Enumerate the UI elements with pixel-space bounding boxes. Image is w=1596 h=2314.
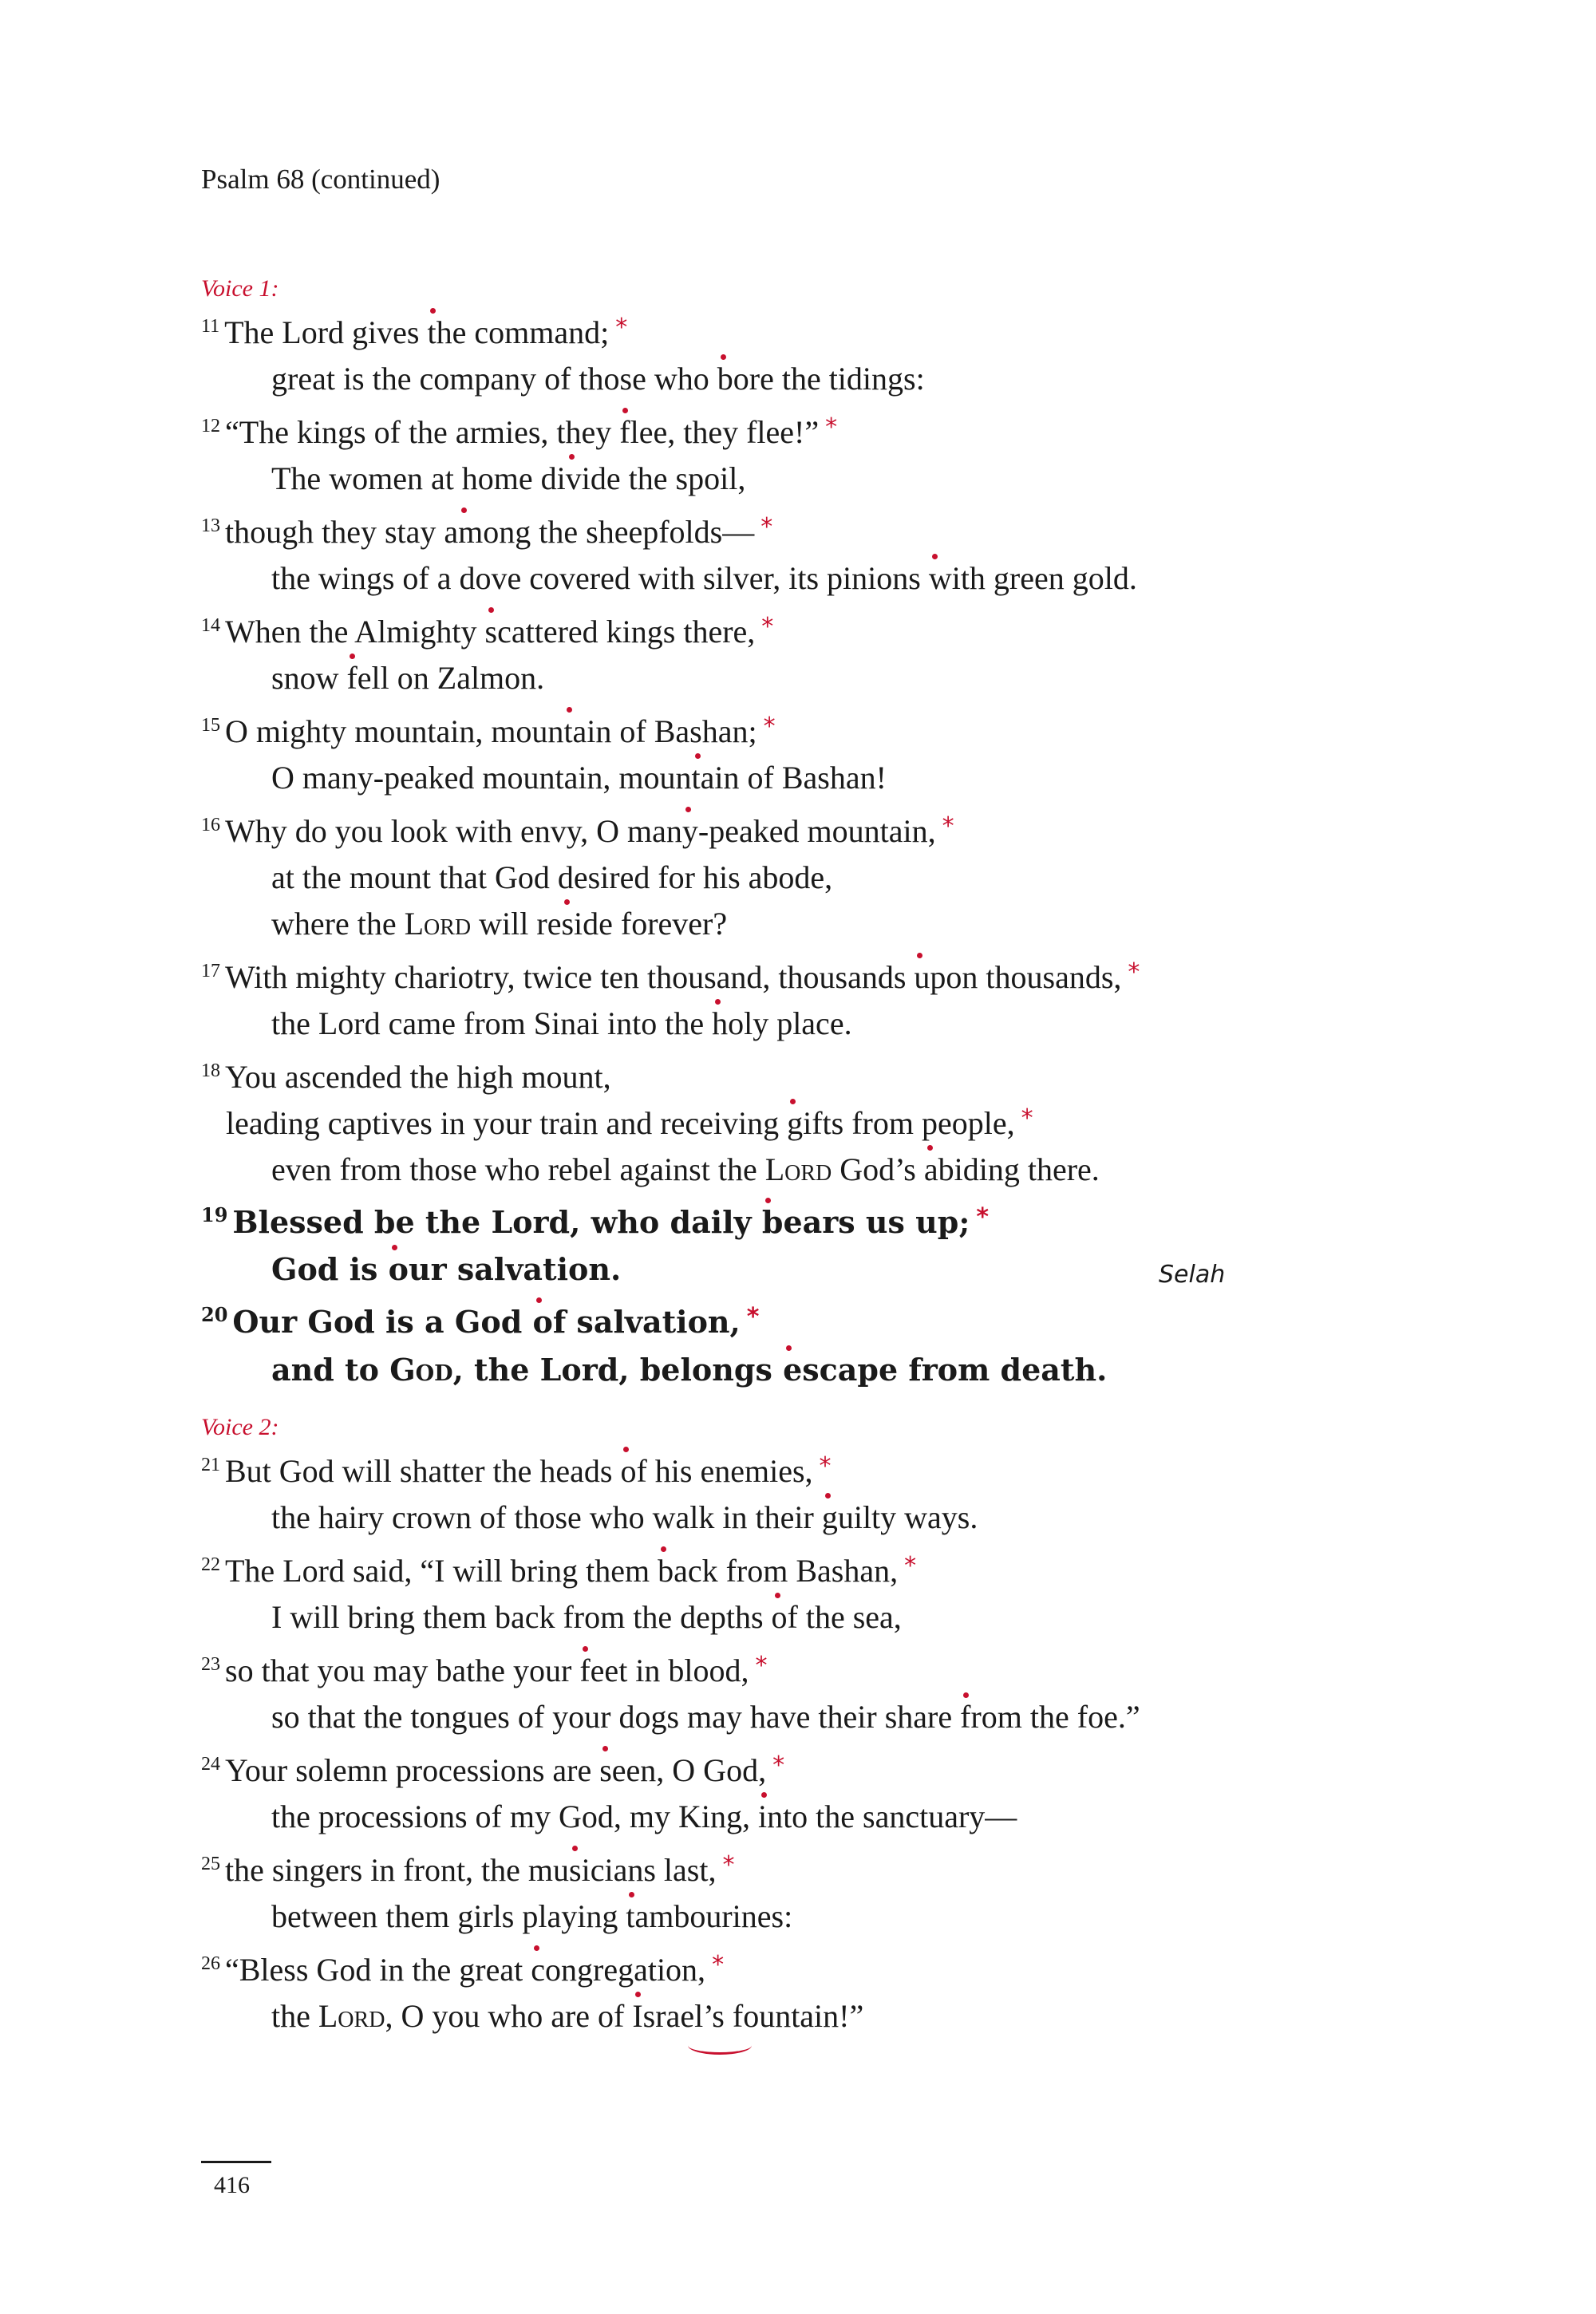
ligature-tie-mark [688, 2036, 752, 2055]
verse-26-line-1 [201, 1951, 725, 1988]
verse-20-line-2 [271, 1352, 1108, 1388]
text: When the Almighty [225, 614, 485, 650]
verse-21-line-2 [271, 1499, 978, 1535]
verse-18-line-2 [226, 1104, 1033, 1141]
asterisk-mark: * [1021, 1104, 1033, 1132]
verse-number: 16 [201, 815, 220, 835]
verse-12-line-1 [201, 413, 838, 450]
verse-number: 25 [201, 1854, 220, 1874]
asterisk-mark: * [615, 314, 628, 342]
text: Our God is a God [232, 1304, 533, 1340]
verse-number: 26 [201, 1953, 220, 1974]
text: the wings of a dove covered with silver, its pinions [271, 560, 929, 596]
verse-19-line-1 [201, 1203, 990, 1240]
pointed-text: abiding there. [923, 1151, 1100, 1187]
pointed-text: our salvation. [388, 1251, 622, 1287]
text: “The kings of the armies, they [225, 414, 620, 450]
text: , the Lord, belongs [452, 1352, 784, 1388]
pointed-text: bears us up; [761, 1204, 970, 1240]
text: so that the tongues of your dogs may have their share [271, 1699, 961, 1735]
asterisk-mark: * [825, 413, 838, 441]
verse-24-line-2 [271, 1801, 1017, 1833]
page-header: Psalm 68 (continued) [201, 164, 440, 195]
verse-number: 11 [201, 316, 220, 337]
pointed-text: with green gold. [928, 560, 1137, 596]
text: O many-peaked mountain, moun [271, 760, 692, 796]
verse-18-line-1 [201, 1061, 611, 1093]
pointed-text: tain of Bashan! [691, 760, 887, 796]
verse-25-line-1 [201, 1851, 735, 1888]
pointed-text: tambourines: [626, 1898, 793, 1934]
pointed-text: of his enemies, [620, 1453, 813, 1489]
asterisk-mark: * [763, 713, 776, 740]
pointed-text: sicians last, [569, 1852, 717, 1888]
text: between them girls playing [271, 1898, 626, 1934]
pointed-text: gifts from people, [787, 1105, 1015, 1141]
text: God is [271, 1251, 389, 1287]
asterisk-mark: * [819, 1452, 832, 1480]
verse-number: 12 [201, 416, 220, 436]
pointed-text: into the sanctuary— [757, 1799, 1017, 1834]
verse-14-line-1 [201, 613, 774, 650]
verse-21-line-1 [201, 1452, 832, 1489]
voice-2-label: Voice 2: [201, 1414, 279, 1440]
verse-number: 15 [201, 715, 220, 736]
verse-25-line-2 [271, 1898, 793, 1934]
verse-number: 17 [201, 961, 220, 981]
asterisk-mark: * [904, 1552, 917, 1580]
text: snow [271, 660, 347, 696]
text: will re [471, 906, 562, 942]
asterisk-mark: * [942, 812, 954, 840]
footer-rule [201, 2161, 271, 2163]
verse-number: 13 [201, 515, 220, 536]
pointed-text: side forever? [561, 906, 728, 942]
verse-17-line-1 [201, 958, 1140, 995]
verse-23-line-2 [271, 1701, 1140, 1733]
verse-20-line-1 [201, 1303, 760, 1340]
text: O mighty mountain, moun [225, 713, 564, 749]
text: Why do you look with envy, O man [225, 813, 682, 849]
text: But God will shatter the heads [225, 1453, 621, 1489]
verse-22-line-1 [201, 1552, 917, 1589]
asterisk-mark: * [746, 1303, 760, 1331]
pointed-text: from the foe.” [960, 1699, 1140, 1735]
verse-number: 19 [201, 1203, 228, 1226]
text: I will bring them back from the depths [271, 1599, 772, 1635]
divine-name: God [389, 1352, 453, 1388]
verse-12-line-2 [271, 460, 746, 496]
asterisk-mark: * [772, 1751, 785, 1779]
asterisk-mark: * [760, 513, 773, 541]
pointed-text: guilty ways. [821, 1499, 978, 1535]
pointed-text: tain of Bashan; [563, 713, 757, 749]
pointed-text: escape from death. [783, 1352, 1108, 1388]
text: the processions of my God, my King, [271, 1799, 758, 1834]
text: the Lord came from Sinai into the [271, 1005, 713, 1041]
pointed-text: scattered kings there, [484, 614, 756, 650]
asterisk-mark: * [1128, 958, 1140, 986]
voice-1-label: Voice 1: [201, 275, 279, 302]
verse-13-line-1 [201, 513, 773, 550]
text: though they stay a [225, 514, 459, 550]
text: so that you may bathe your [225, 1653, 580, 1688]
text: where the [271, 906, 405, 942]
divine-name: Lord [404, 906, 472, 942]
selah-marker: Selah [1159, 1261, 1226, 1289]
text: God’s [832, 1151, 924, 1187]
verse-number: 14 [201, 615, 220, 636]
pointed-text: of the sea, [771, 1599, 902, 1635]
verse-11-line-1 [201, 314, 628, 350]
pointed-text: upon thousands, [914, 959, 1122, 995]
verse-13-line-2 [271, 560, 1137, 596]
text: You ascended the high mount, [225, 1059, 611, 1095]
divine-name: Lord [764, 1151, 832, 1187]
verse-11-line-2 [271, 363, 925, 395]
verse-16-line-1 [201, 812, 954, 849]
verse-14-line-2 [271, 662, 544, 694]
text: , O you who are of [385, 1998, 633, 2034]
pointed-text: the command; [427, 314, 610, 350]
text: The women at home di [271, 460, 566, 496]
asterisk-mark: * [722, 1851, 735, 1879]
pointed-text: vide the spoil, [565, 460, 746, 496]
text: the singers in front, the mu [225, 1852, 570, 1888]
verse-number: 23 [201, 1654, 220, 1675]
text: The Lord gives [224, 314, 428, 350]
asterisk-mark: * [761, 613, 774, 641]
pointed-text: mong the sheepfolds— [458, 514, 755, 550]
text: With mighty chariotry, twice ten thousand, thousands [225, 959, 915, 995]
verse-26-line-2 [271, 2000, 863, 2032]
pointed-text: feet in blood, [579, 1653, 749, 1688]
pointed-text: congregation, [531, 1952, 706, 1988]
verse-16-line-3 [271, 908, 727, 940]
text: and to [271, 1352, 390, 1388]
divine-name: Lord [318, 1998, 385, 2034]
verse-19-line-2 [271, 1251, 622, 1287]
verse-number: 21 [201, 1455, 220, 1475]
pointed-text: bore the tidings: [717, 361, 925, 397]
text: the hairy crown of those who walk in their [271, 1499, 822, 1535]
pointed-text: Israel’s fountain!” [632, 1998, 864, 2034]
text: the [271, 1998, 318, 2034]
text: even from those who rebel against the [271, 1151, 765, 1187]
verse-24-line-1 [201, 1751, 785, 1788]
verse-23-line-1 [201, 1652, 768, 1688]
verse-16-line-2 [271, 859, 833, 895]
verse-15-line-2 [271, 762, 887, 794]
pointed-text: fell on Zalmon. [346, 660, 545, 696]
verse-22-line-2 [271, 1601, 902, 1633]
pointed-text: y-peaked mountain, [681, 813, 936, 849]
asterisk-mark: * [755, 1652, 768, 1680]
asterisk-mark: * [712, 1951, 725, 1979]
pointed-text: holy place. [712, 1005, 852, 1041]
pointed-text: flee, they flee!” [619, 414, 820, 450]
verse-number: 20 [201, 1303, 228, 1326]
page-number: 416 [214, 2172, 250, 2198]
verse-number: 24 [201, 1754, 220, 1775]
text: leading captives in your train and receiving [226, 1105, 788, 1141]
asterisk-mark: * [976, 1203, 990, 1231]
verse-number: 18 [201, 1060, 220, 1081]
text: great is the company of those who [271, 361, 717, 397]
verse-18-line-3 [271, 1151, 1100, 1187]
text: Your solemn processions are [225, 1752, 600, 1788]
pointed-text: of salvation, [532, 1304, 741, 1340]
text: Blessed be the Lord, who daily [232, 1204, 762, 1240]
pointed-text: back from Bashan, [658, 1553, 899, 1589]
verse-15-line-1 [201, 713, 776, 749]
verse-number: 22 [201, 1554, 220, 1575]
text: The Lord said, “I will bring them [225, 1553, 658, 1589]
verse-17-line-2 [271, 1005, 852, 1041]
pointed-text: seen, O God, [599, 1752, 767, 1788]
text: at the mount that God desired for his abode, [271, 859, 833, 895]
text: “Bless God in the great [225, 1952, 531, 1988]
